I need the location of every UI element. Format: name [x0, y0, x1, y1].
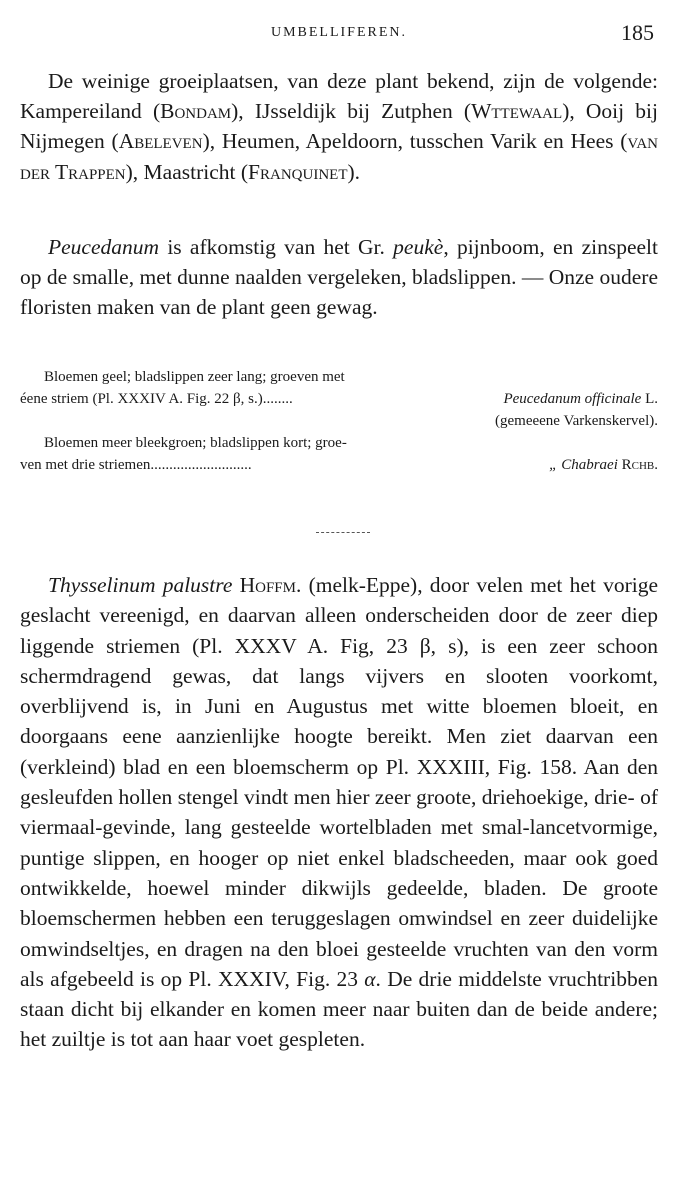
- common-name: (gemeeene Varkenskervel).: [495, 413, 658, 429]
- species-name: Thysselinum palustre: [48, 573, 233, 597]
- key-species: [503, 388, 658, 410]
- key-species: [549, 454, 658, 476]
- identification-key: [20, 366, 658, 476]
- greek-letter: α: [364, 966, 376, 991]
- key-line: [20, 366, 658, 388]
- running-head: [20, 20, 658, 44]
- key-text: éene striem (Pl. XXXIV A. Fig. 22 β, s.)........: [20, 391, 293, 407]
- genus-name: Peucedanum: [48, 235, 160, 259]
- text-span: ), Ooij bij Nijmegen (: [20, 99, 658, 154]
- collector-name: Wttewaal: [471, 99, 563, 124]
- text-span: ), Heumen, Apeldoorn, tusschen Varik en Hees (: [202, 129, 628, 154]
- text-span: (melk-Eppe), door velen met het vorige geslacht vereenigd, en daarvan alleen onderscheiden door de zeer diep liggende striemen (Pl. XXXV A. Fig, 23 β, s), is een zeer schoon schermdragend gewas, dat langs vijvers en slooten voorkomt, overblijvend is, in Juni en Augustus met witte bloemen bloeit, en doorgaans eene aanzienlijke hoogte bereikt. Men ziet daarvan een (verkleind) blad en een bloemscherm op Pl. XXXIII, Fig. 158. Aan den gesleufden hollen stengel vindt men hier zeer groote, driehoekige, drie- of viermaal-gevinde, lang gesteelde wortelbladen met smal-lancetvormige, puntige slippen, en hooger op niet enkel bladscheeden, maar ook goed ontwikkelde, hoewel minder dikwijls gedeelde, bladen. De groote bloemschermen hebben een teruggeslagen omwindsel en zeer duidelijke omwindseltjes, en dragen na den bloei gesteelde vruchten van den vorm als afgebeeld is op Pl. XXXIV, Fig. 23: [20, 573, 658, 991]
- key-line: [20, 454, 658, 476]
- key-line: [20, 410, 658, 432]
- text-span: ).: [347, 159, 361, 184]
- species-name: Peucedanum officinale: [503, 391, 642, 407]
- key-text: ven met drie striemen...........................: [20, 457, 252, 473]
- collector-name: Bondam: [160, 99, 232, 124]
- text-span: ), Maastricht (: [125, 159, 249, 184]
- greek-word: peukè: [393, 235, 444, 259]
- text-span: is afkomstig van het Gr.: [159, 235, 394, 259]
- paragraph-localities: [20, 66, 658, 187]
- key-line: [20, 388, 658, 410]
- species-name: „ Chabraei: [549, 457, 618, 473]
- collector-name: Abeleven: [118, 129, 203, 154]
- key-text: Bloemen geel; bladslippen zeer lang; groeven met: [44, 369, 345, 385]
- author-name: L.: [641, 391, 658, 407]
- collector-name: van der Trappen: [20, 129, 658, 184]
- author-name: Rchb.: [617, 457, 658, 473]
- text-span: , pijnboom, en zinspeelt op de smalle, met dunne naalden vergeleken, bladslippen. — Onze oudere floristen maken van de plant geen gewag.: [20, 235, 658, 320]
- author-name: Hoffm.: [232, 573, 302, 597]
- page-number: 185: [621, 20, 654, 45]
- key-line: [20, 432, 658, 454]
- paragraph-thysselinum: [20, 570, 658, 1055]
- paragraph-etymology: [20, 232, 658, 323]
- key-text: Bloemen meer bleekgroen; bladslippen kort; groe-: [44, 435, 347, 451]
- running-title: UMBELLIFEREN.: [270, 25, 408, 40]
- section-divider: [316, 532, 370, 533]
- book-page: [20, 0, 658, 1200]
- text-span: . De drie middelste vruchtribben staan dicht bij elkander en komen meer naar buiten dan de beide andere; het zuiltje is tot aan haar voet gespleten.: [20, 966, 658, 1052]
- text-span: De weinige groeiplaatsen, van deze plant bekend, zijn de volgende: Kampereiland (: [20, 69, 658, 124]
- collector-name: Franquinet: [248, 159, 348, 184]
- text-span: ), IJsseldijk bij Zutphen (: [231, 99, 472, 124]
